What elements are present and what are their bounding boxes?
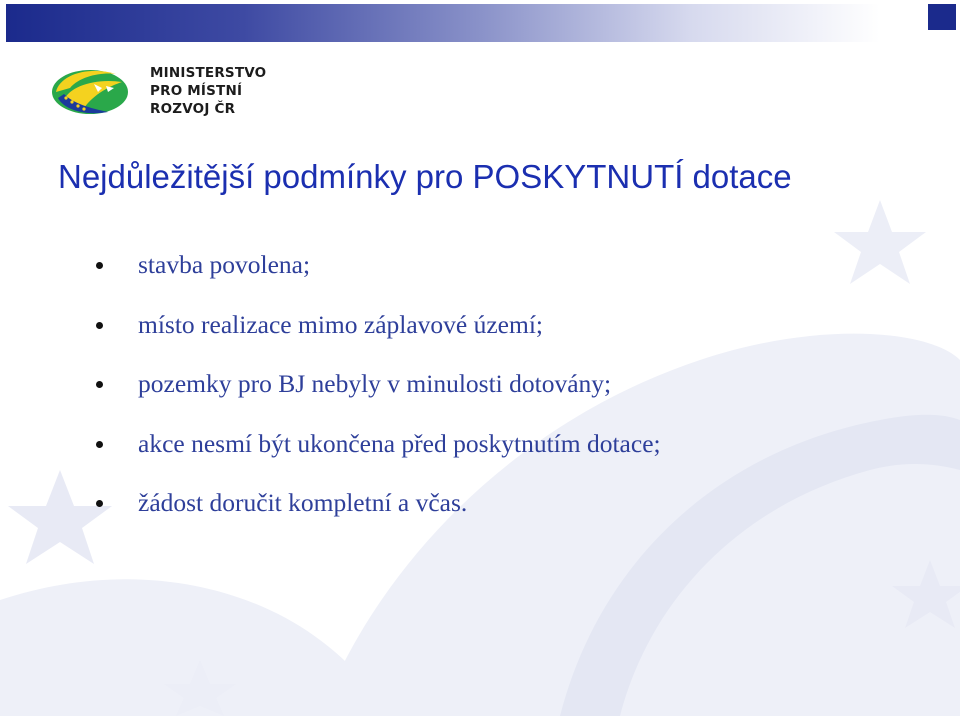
bullet-icon (96, 441, 103, 448)
bullet-icon (96, 262, 103, 269)
list-item-text: akce nesmí být ukončena před poskytnutím dotace; (138, 428, 661, 458)
ministry-logo (50, 60, 270, 120)
bullet-icon (96, 500, 103, 507)
list-item-text: stavba povolena; (138, 250, 311, 279)
ministry-name-line: MINISTERSTVO (150, 65, 267, 81)
ministry-emblem-icon (50, 64, 132, 116)
header-bar-corner (928, 4, 956, 30)
watermark-star-icon (8, 470, 112, 564)
ministry-name (150, 64, 266, 118)
list-item-text: pozemky pro BJ nebyly v minulosti dotovány; (138, 369, 612, 398)
header-bar (6, 4, 956, 42)
list-item-text: žádost doručit kompletní a včas. (138, 488, 468, 517)
slide-title: Nejdůležitější podmínky pro POSKYTNUTÍ dotace (58, 158, 792, 195)
bullet-icon (96, 381, 103, 388)
ministry-name-line: PRO MÍSTNÍ (150, 83, 243, 99)
bullet-icon (96, 322, 103, 329)
list-item-text: místo realizace mimo záplavové území; (138, 309, 543, 339)
ministry-name-line: ROZVOJ ČR (150, 101, 236, 117)
watermark-star-icon (834, 200, 926, 284)
